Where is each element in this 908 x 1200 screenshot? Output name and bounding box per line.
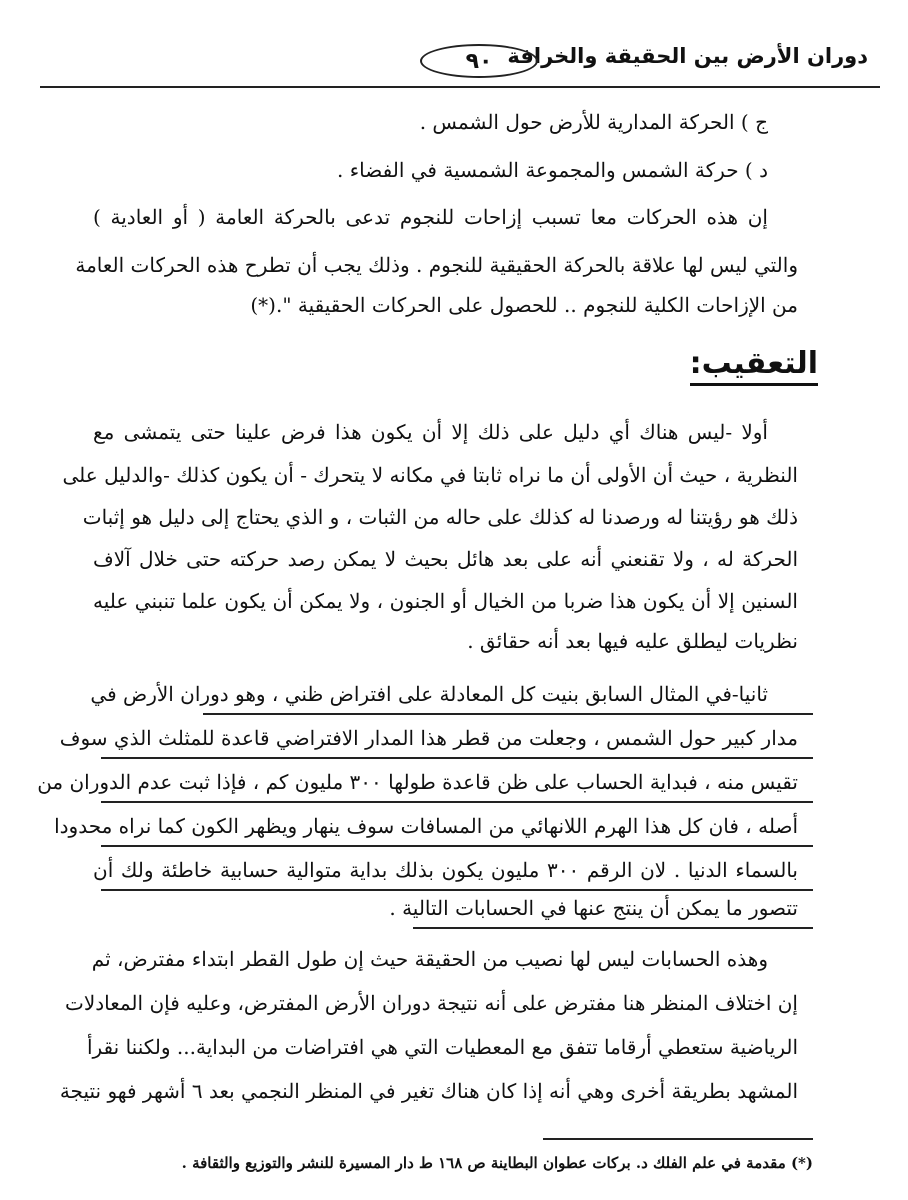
quote-line: إن هذه الحركات معا تسبب إزاحات للنجوم تدعى بالحركة العامة ( أو العادية ) bbox=[93, 205, 768, 229]
quote-line: من الإزاحات الكلية للنجوم .. للحصول على الحركات الحقيقية ".(*) bbox=[250, 293, 798, 317]
paragraph-line: المشهد بطريقة أخرى وهي أنه إذا كان هناك تغير في المنظر النجمي بعد ٦ أشهر فهو نتيجة bbox=[59, 1079, 798, 1103]
paragraph-line: السنين إلا أن يكون هذا ضربا من الخيال أو الجنون ، ولا يمكن أن يكون علما تنبني عليه bbox=[93, 589, 798, 613]
paragraph-line: ذلك هو رؤيتنا له ورصدنا له كذلك على حاله من الثبات ، و الذي يحتاج إلى دليل هو إثبات bbox=[82, 505, 798, 529]
quote-line: والتي ليس لها علاقة بالحركة الحقيقية للنجوم . وذلك يجب أن تطرح هذه الحركات العامة bbox=[75, 253, 798, 277]
paragraph-line: ثانيا-في المثال السابق بنيت كل المعادلة على افتراض ظني ، وهو دوران الأرض في bbox=[90, 682, 768, 706]
paragraph-line: الحركة له ، ولا تقنعني أنه على بعد هائل بحيث لا يمكن رصد حركته حتى خلال آلاف bbox=[93, 547, 798, 571]
paragraph-line: أولا -ليس هناك أي دليل على ذلك إلا أن يكون هذا فرض علينا حتى يتمشى مع bbox=[93, 420, 768, 444]
paragraph-line: نظريات ليطلق عليه فيها بعد أنه حقائق . bbox=[467, 629, 798, 653]
paragraph-line: إن اختلاف المنظر هنا مفترض على أنه نتيجة دوران الأرض المفترض، وعليه فإن المعادلات bbox=[64, 991, 798, 1015]
list-item-c: ج ) الحركة المدارية للأرض حول الشمس . bbox=[419, 110, 768, 134]
hand-underline bbox=[101, 889, 813, 891]
hand-underline bbox=[101, 801, 813, 803]
paragraph-line: النظرية ، حيث أن الأولى أن ما نراه ثابتا في مكانه لا يتحرك - أن يكون كذلك -والدليل على bbox=[62, 463, 798, 487]
paragraph-line: بالسماء الدنيا . لان الرقم ٣٠٠ مليون يكون بذلك بداية متوالية حسابية خاطئة ولك أن bbox=[93, 858, 798, 882]
page-number: ٩٠ bbox=[465, 48, 493, 74]
hand-underline bbox=[101, 757, 813, 759]
page-number-oval bbox=[420, 44, 538, 78]
hand-underline bbox=[101, 845, 813, 847]
paragraph-line: أصله ، فان كل هذا الهرم اللانهائي من المسافات سوف ينهار ويظهر الكون كما نراه محدودا bbox=[54, 814, 798, 838]
paragraph-line: وهذه الحسابات ليس لها نصيب من الحقيقة حيث إن طول القطر ابتداء مفترض، ثم bbox=[91, 947, 768, 971]
running-title: دوران الأرض بين الحقيقة والخرافة bbox=[507, 44, 868, 68]
hand-underline bbox=[203, 713, 813, 715]
header-rule bbox=[40, 86, 880, 88]
page-header bbox=[40, 34, 880, 90]
paragraph-line: تتصور ما يمكن أن ينتج عنها في الحسابات التالية . bbox=[389, 896, 798, 920]
footnote-rule bbox=[543, 1138, 813, 1140]
section-heading: التعقيب: bbox=[690, 346, 818, 386]
hand-underline bbox=[413, 927, 813, 929]
paragraph-line: مدار كبير حول الشمس ، وجعلت من قطر هذا المدار الافتراضي قاعدة للمثلث الذي سوف bbox=[59, 726, 798, 750]
paragraph-line: الرياضية ستعطي أرقاما تتفق مع المعطيات التي هي افتراضات من البداية... ولكننا نقرأ bbox=[86, 1035, 798, 1059]
paragraph-line: تقيس منه ، فبداية الحساب على ظن قاعدة طولها ٣٠٠ مليون كم ، فإذا ثبت عدم الدوران من bbox=[37, 770, 798, 794]
footnote: (*) مقدمة في علم الفلك د. بركات عطوان البطاينة ص ١٦٨ ط دار المسيرة للنشر والتوزيع والثقافة . bbox=[181, 1154, 813, 1172]
list-item-d: د ) حركة الشمس والمجموعة الشمسية في الفضاء . bbox=[337, 158, 768, 182]
